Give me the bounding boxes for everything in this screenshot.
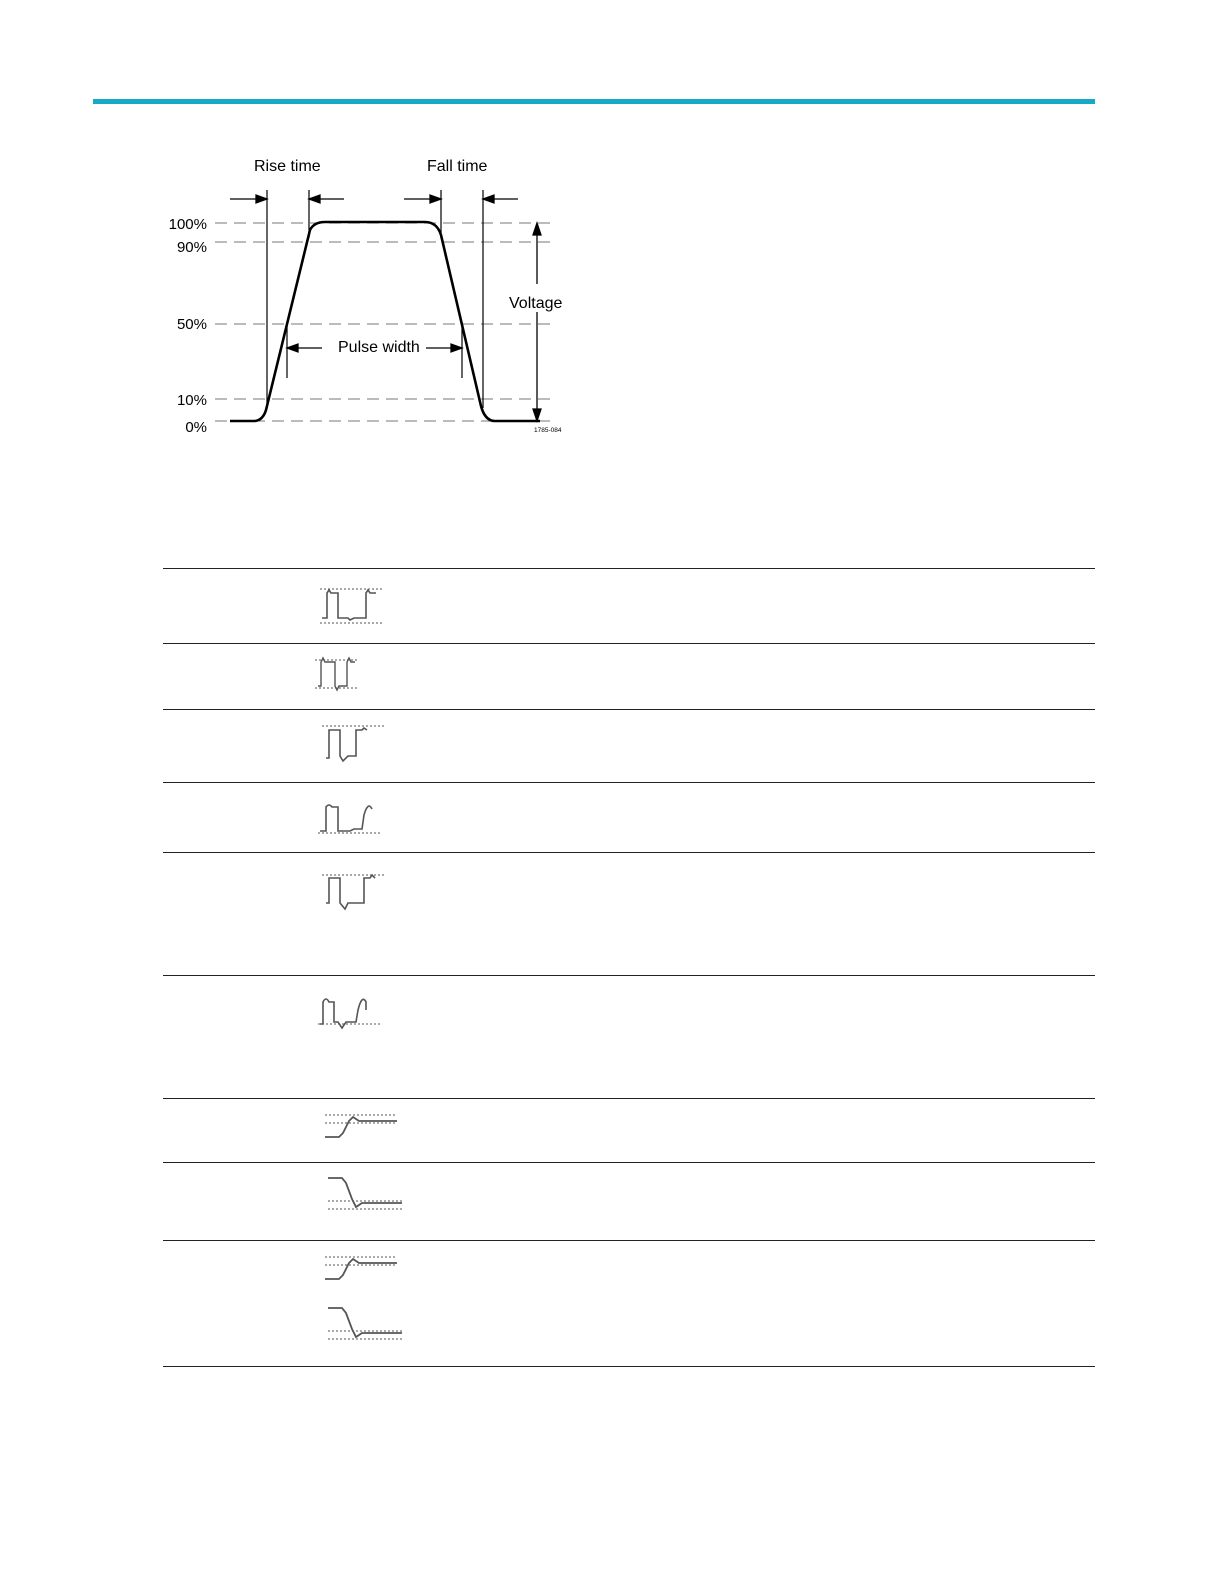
table-row (163, 643, 1095, 709)
table-row (163, 1098, 1095, 1162)
level-label-100: 100% (168, 216, 207, 233)
rise-arrow-left (256, 195, 267, 203)
level-label-90: 90% (176, 239, 207, 256)
table-row (163, 568, 1095, 643)
header-rule (93, 99, 1095, 104)
rise-arrow-right (309, 195, 320, 203)
level-label-50: 50% (176, 316, 207, 333)
measurement-table (163, 568, 1095, 1367)
table-row (163, 1240, 1095, 1367)
peak-to-peak-icon (313, 654, 363, 698)
table-row (163, 709, 1095, 782)
pulse-waveform (230, 222, 540, 421)
level-label-0: 0% (185, 419, 207, 436)
low-level-icon (316, 990, 386, 1034)
negative-overshoot-icon (320, 722, 390, 766)
rise-time-icon (323, 1253, 403, 1287)
level-label-10: 10% (176, 392, 207, 409)
fall-time-icon (326, 1305, 406, 1345)
table-row (163, 782, 1095, 852)
max-level-icon (316, 795, 386, 839)
figure-id: 1785-084 (534, 427, 562, 434)
high-level-icon (320, 869, 390, 913)
rise-time-label: Rise time (254, 158, 321, 175)
voltage-label: Voltage (509, 295, 563, 312)
fall-time-icon (326, 1175, 406, 1215)
fall-time-label: Fall time (427, 158, 488, 175)
voltage-arrow-up (533, 223, 541, 235)
rise-time-icon (323, 1111, 403, 1145)
positive-overshoot-icon (318, 585, 388, 629)
table-row (163, 975, 1095, 1098)
pulse-width-label: Pulse width (338, 339, 420, 356)
fall-arrow-right (483, 195, 494, 203)
voltage-arrow-down (533, 409, 541, 421)
pulse-width-arrow-right (451, 344, 462, 352)
pulse-timing-diagram (160, 150, 580, 450)
fall-arrow-left (430, 195, 441, 203)
pulse-width-arrow-left (287, 344, 298, 352)
table-row (163, 852, 1095, 975)
table-row (163, 1162, 1095, 1240)
